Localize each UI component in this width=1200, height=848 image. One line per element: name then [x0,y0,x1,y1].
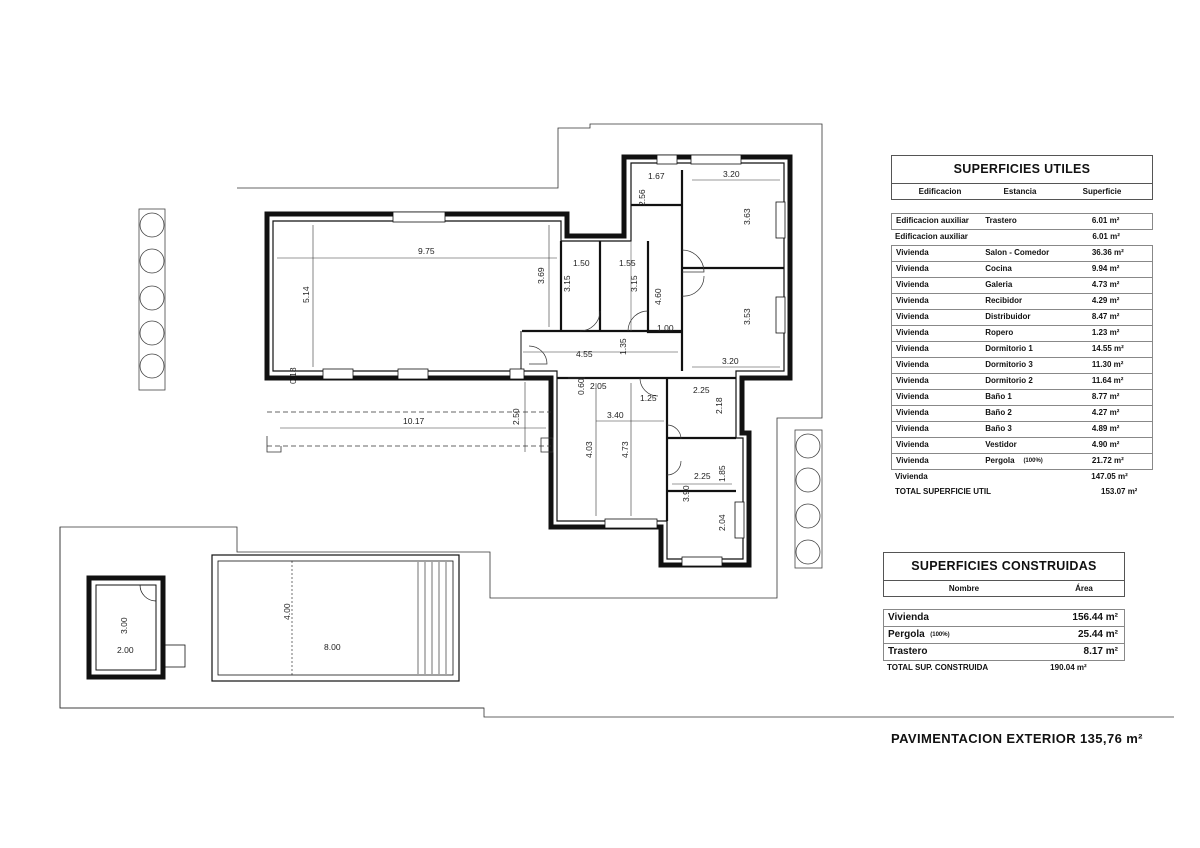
cell-edificacion: Vivienda [896,264,929,273]
cell-superficie: 4.73 m² [1091,280,1120,289]
pavimentacion-exterior: PAVIMENTACION EXTERIOR 135,76 m² [891,731,1143,746]
cell-superficie: 11.30 m² [1091,360,1124,369]
table-row [891,278,1153,294]
dim-label: 2.00 [117,645,134,655]
dim-label: 10.17 [403,416,425,426]
table-title: SUPERFICIES CONSTRUIDAS [883,552,1125,581]
table-row [883,627,1125,644]
planter-right [795,430,822,568]
dim-label: 2.25 [693,385,710,395]
cell-edificacion: Vivienda [896,376,929,385]
cell-edificacion: Vivienda [896,408,929,417]
cell-nombre: Vivienda [888,612,929,623]
house-walls [267,157,790,565]
table-row [891,326,1153,342]
dim-label: 3.69 [536,267,546,284]
cell-edificacion: Vivienda [896,440,929,449]
total-row [891,485,1153,500]
dim-label: 1.25 [640,393,657,403]
dim-label: 3.15 [562,275,572,292]
cell-estancia: Baño 2 [985,408,1012,417]
dim-label: 1.50 [573,258,590,268]
cell-superficie: 36.36 m² [1091,248,1124,257]
cell-edificacion: Edificacion auxiliar [895,232,968,241]
header-edificacion: Edificacion [918,187,962,196]
table-row [891,262,1153,278]
dim-label: 5.14 [301,286,311,303]
cell-estancia [981,230,1078,245]
cell-estancia: Baño 3 [985,424,1012,433]
table-row [891,390,1153,406]
door-swings [529,250,704,475]
dim-label: 1.00 [657,323,674,333]
header-estancia: Estancia [1003,187,1037,196]
cell-estancia: Recibidor [985,296,1023,305]
cell-superficie: 4.29 m² [1091,296,1120,305]
cell-area: 25.44 m² [1077,629,1118,640]
dim-label: 1.85 [717,465,727,482]
cell-estancia: Galeria [985,280,1013,289]
header-superficie: Superficie [1082,187,1122,196]
table-row [891,374,1153,390]
planter-left [139,209,165,390]
cell-estancia: Ropero [985,328,1014,337]
table-row [891,245,1153,262]
dim-label: 3.63 [742,208,752,225]
cell-estancia: Vestidor [985,440,1017,449]
dim-label: 4.55 [576,349,593,359]
cell-estancia: Dormitorio 3 [985,360,1033,369]
superficies-utiles-table [891,155,1153,500]
cell-edificacion: Vivienda [896,344,929,353]
cell-superficie: 9.94 m² [1091,264,1120,273]
cell-superficie: 8.77 m² [1091,392,1120,401]
cell-area: 156.44 m² [1072,612,1118,623]
dim-label: 2.50 [511,408,521,425]
dimension-lines [277,180,780,516]
table-header [891,184,1153,200]
table-header [883,581,1125,597]
cell-note: (100%) [930,632,950,638]
dim-label: 1.35 [618,338,628,355]
cell-superficie: 4.27 m² [1091,408,1120,417]
cell-estancia: Cocina [985,264,1012,273]
dim-label: 4.00 [282,603,292,620]
dim-label: 3.20 [723,169,740,179]
cell-superficie: 14.55 m² [1091,344,1124,353]
superficies-construidas-table [883,552,1125,675]
cell-estancia: Dormitorio 1 [985,344,1033,353]
cell-estancia: Baño 1 [985,392,1012,401]
header-area: Área [1075,584,1093,593]
pool [212,555,459,681]
windows [323,155,785,566]
cell-superficie: 11.64 m² [1091,376,1124,385]
table-row [891,342,1153,358]
trastero [89,578,185,677]
dim-label: 4.60 [653,288,663,305]
dim-label: 1.55 [619,258,636,268]
cell-estancia: Salon - Comedor [985,248,1050,257]
dim-label: 3.90 [681,485,691,502]
header-nombre: Nombre [948,584,980,593]
cell-superficie: 6.01 m² [1091,216,1120,225]
cell-superficie: 4.89 m² [1091,424,1120,433]
cell-edificacion: Vivienda [896,424,929,433]
cell-estancia: Distribuidor [985,312,1031,321]
table-row [891,310,1153,326]
cell-edificacion: Edificacion auxiliar [896,216,969,225]
table-row [891,438,1153,454]
dim-label: 3.00 [119,617,129,634]
spacer [982,470,1081,485]
cell-superficie: 8.47 m² [1091,312,1120,321]
dim-label: 2.04 [717,514,727,531]
dim-label: 3.20 [722,356,739,366]
total-vivienda-value: 147.05 m² [1091,472,1128,481]
total-vivienda-label: Vivienda [895,472,928,481]
cell-edificacion: Vivienda [896,296,929,305]
cell-edificacion: Vivienda [896,456,929,465]
table-row [891,358,1153,374]
cell-estancia: Trastero [985,216,1017,225]
table-title: SUPERFICIES UTILES [891,155,1153,184]
cell-edificacion: Vivienda [896,248,929,257]
dim-label: 2.56 [637,189,647,206]
dim-label: 3.53 [742,308,752,325]
table-row [891,406,1153,422]
cell-edificacion: Vivienda [896,328,929,337]
table-row [891,213,1153,230]
cell-estancia: Dormitorio 2 [985,376,1033,385]
table-row [883,644,1125,661]
dim-label: 9.75 [418,246,435,256]
dim-label: 2.05 [590,381,607,391]
dim-label: 2.25 [694,471,711,481]
cell-edificacion: Vivienda [896,312,929,321]
dim-label: 3.15 [629,275,639,292]
total-row [883,661,1125,675]
total-label: TOTAL SUP. CONSTRUIDA [887,663,989,672]
cell-note: (100%) [1023,458,1043,464]
cell-superficie: 1.23 m² [1091,328,1120,337]
table-row [891,422,1153,438]
cell-superficie: 4.90 m² [1091,440,1120,449]
dim-label: 3.40 [607,410,624,420]
total-label: TOTAL SUPERFICIE UTIL [895,487,992,496]
cell-estancia-group [981,454,1078,469]
table-row [891,230,1153,245]
dim-label: 2.18 [714,397,724,414]
total-value: 153.07 m² [1101,487,1138,496]
total-row [891,470,1153,485]
dim-label: 0.18 [288,367,298,384]
cell-nombre: Trastero [888,646,928,657]
dim-label: 4.03 [584,441,594,458]
dim-label: 1.67 [648,171,665,181]
table-row [891,454,1153,470]
cell-edificacion: Vivienda [896,360,929,369]
cell-superficie: 21.72 m² [1091,456,1124,465]
total-value: 190.04 m² [1050,663,1087,672]
table-row [891,294,1153,310]
cell-estancia: Pergola [985,456,1015,465]
cell-edificacion: Vivienda [896,280,929,289]
dim-label: 8.00 [324,642,341,652]
table-row [883,609,1125,627]
cell-area: 8.17 m² [1083,646,1118,657]
dim-label: 0.60 [576,378,586,395]
cell-edificacion: Vivienda [896,392,929,401]
cell-superficie: 6.01 m² [1092,232,1120,241]
cell-nombre-group [884,627,1043,643]
dim-label: 4.73 [620,441,630,458]
cell-nombre: Pergola [888,629,925,640]
